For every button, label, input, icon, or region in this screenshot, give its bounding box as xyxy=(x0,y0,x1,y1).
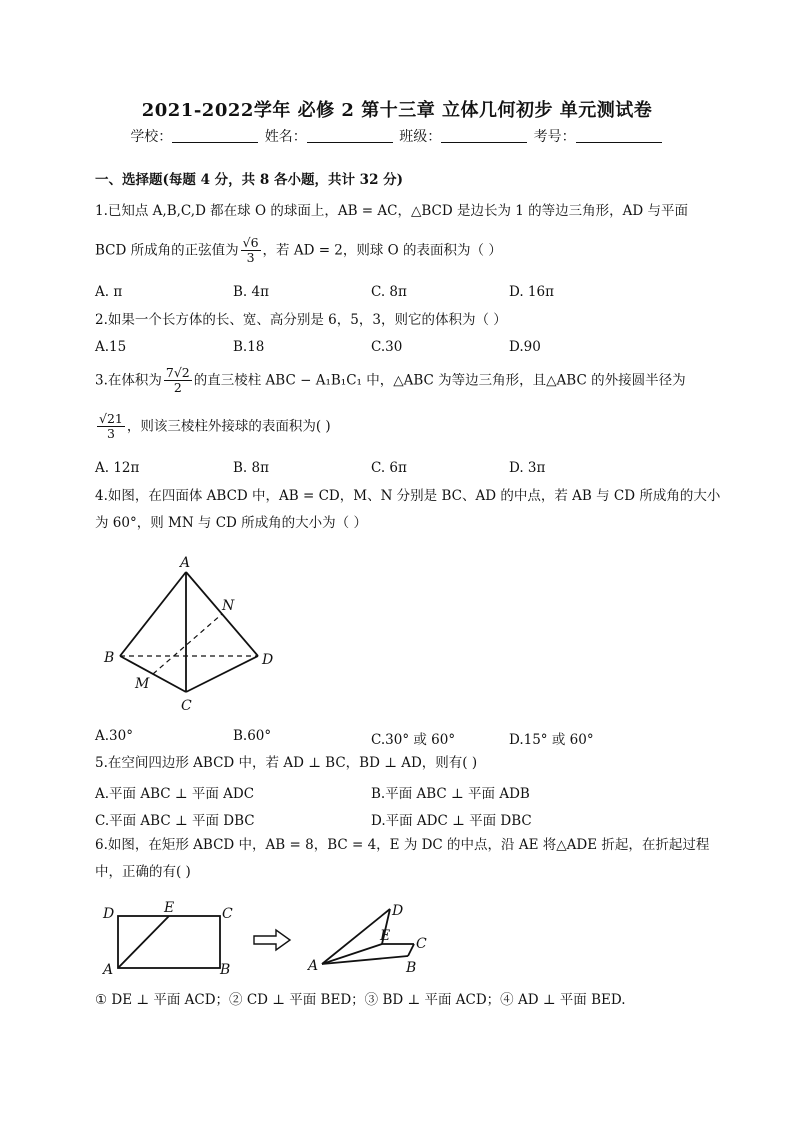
q3-line1-post: 的直三棱柱 ABC − A₁B₁C₁ 中，△ABC 为等边三角形，且△ABC 的外接圆半径为 xyxy=(193,372,686,389)
q6-statements: ① DE ⊥ 平面 ACD；② CD ⊥ 平面 BED；③ BD ⊥ 平面 ACD；④ AD ⊥ 平面 BED. xyxy=(95,992,626,1008)
fold-label-b: B xyxy=(406,960,417,976)
q3-option-d[interactable]: D. 3π xyxy=(509,460,546,476)
q5-text: 5.在空间四边形 ABCD 中，若 AD ⊥ BC，BD ⊥ AD，则有( ) xyxy=(95,755,478,771)
q1-frac-den: 3 xyxy=(246,250,255,266)
school-label: 学校： xyxy=(130,129,173,145)
rect-label-a: A xyxy=(103,962,114,978)
rect-label-e: E xyxy=(164,900,175,916)
label-d: D xyxy=(262,652,274,668)
q1-line1: 1.已知点 A,B,C,D 都在球 O 的球面上，AB = AC，△BCD 是边长为 1 的等边三角形，AD 与平面 xyxy=(95,203,689,219)
label-c: C xyxy=(181,698,192,714)
q4-option-c[interactable]: C.30° 或 60° xyxy=(371,732,456,748)
q6-line1: 6.如图，在矩形 ABCD 中，AB = 8，BC = 4，E 为 DC 的中点，沿 AE 将△ADE 折起，在折起过程 xyxy=(95,837,710,853)
q2-option-b[interactable]: B.18 xyxy=(233,339,265,355)
q1-option-b[interactable]: B. 4π xyxy=(233,284,269,300)
q4-line1: 4.如图，在四面体 ABCD 中，AB = CD，M、N 分别是 BC、AD 的中点，若 AB 与 CD 所成角的大小 xyxy=(95,488,721,504)
fold-label-a: A xyxy=(308,958,319,974)
q4-tetrahedron-figure xyxy=(98,552,288,717)
class-blank[interactable] xyxy=(441,128,527,143)
q4-option-a[interactable]: A.30° xyxy=(95,728,133,744)
q1-fraction xyxy=(241,236,261,266)
class-label: 班级： xyxy=(399,129,442,145)
rectangle-abcd xyxy=(118,916,220,968)
edge-cd xyxy=(186,656,258,692)
q1-line2-pre: BCD 所成角的正弦值为 xyxy=(95,242,239,259)
exam-no-blank[interactable] xyxy=(576,128,662,143)
exam-no-label: 考号： xyxy=(533,129,576,145)
q3-frac-den: 2 xyxy=(173,380,182,396)
page-title: 2021-2022学年 必修 2 第十三章 立体几何初步 单元测试卷 xyxy=(141,100,653,121)
folded-bc xyxy=(408,944,414,956)
q5-option-a[interactable]: A.平面 ABC ⊥ 平面 ADC xyxy=(95,786,255,802)
q1-line2-post: ，若 AD = 2，则球 O 的表面积为（ ） xyxy=(262,242,502,259)
q1-option-c[interactable]: C. 8π xyxy=(371,284,407,300)
school-blank[interactable] xyxy=(172,128,258,143)
q4-line2: 为 60°，则 MN 与 CD 所成角的大小为（ ） xyxy=(95,515,367,531)
fold-arrow-icon xyxy=(254,930,290,950)
q6-line2: 中，正确的有( ) xyxy=(95,864,191,880)
segment-ae xyxy=(118,916,169,968)
label-b: B xyxy=(104,650,115,666)
q1-frac-num: √6 xyxy=(242,235,259,250)
fold-label-c: C xyxy=(416,936,427,952)
q5-option-c[interactable]: C.平面 ABC ⊥ 平面 DBC xyxy=(95,813,255,829)
student-info-row xyxy=(0,126,794,146)
section-heading: 一、选择题(每题 4 分，共 8 各小题，共计 32 分) xyxy=(95,172,404,188)
q1-line2 xyxy=(95,236,502,266)
fold-label-e: E xyxy=(380,928,391,944)
q3-frac2-den: 3 xyxy=(106,426,115,442)
q3-fraction-2 xyxy=(97,412,125,442)
name-blank[interactable] xyxy=(307,128,393,143)
rect-label-c: C xyxy=(222,906,233,922)
q2-option-a[interactable]: A.15 xyxy=(95,339,127,355)
q3-line2-post: ，则该三棱柱外接球的表面积为( ) xyxy=(126,418,331,435)
rect-label-b: B xyxy=(220,962,231,978)
q3-option-b[interactable]: B. 8π xyxy=(233,460,269,476)
q3-line2 xyxy=(95,412,331,442)
q3-line1-pre: 3.在体积为 xyxy=(95,372,162,389)
q3-frac-num: 7√2 xyxy=(165,365,190,380)
q2-option-d[interactable]: D.90 xyxy=(509,339,541,355)
name-label: 姓名： xyxy=(264,129,307,145)
q4-option-d[interactable]: D.15° 或 60° xyxy=(509,732,594,748)
q3-option-c[interactable]: C. 6π xyxy=(371,460,407,476)
q1-option-a[interactable]: A. π xyxy=(95,284,123,300)
segment-mn-hidden xyxy=(153,614,222,674)
label-n: N xyxy=(222,598,235,614)
fold-label-d: D xyxy=(392,903,404,919)
rect-label-d: D xyxy=(103,906,115,922)
q1-option-d[interactable]: D. 16π xyxy=(509,284,554,300)
q3-frac2-num: √21 xyxy=(99,411,123,426)
label-a: A xyxy=(180,555,191,571)
q4-option-b[interactable]: B.60° xyxy=(233,728,272,744)
q6-fold-figure xyxy=(98,898,438,980)
q3-option-a[interactable]: A. 12π xyxy=(95,460,140,476)
q5-option-b[interactable]: B.平面 ABC ⊥ 平面 ADB xyxy=(371,786,530,802)
edge-ab xyxy=(120,572,186,656)
q5-option-d[interactable]: D.平面 ADC ⊥ 平面 DBC xyxy=(371,813,532,829)
q3-fraction xyxy=(164,366,192,396)
label-m: M xyxy=(135,676,150,692)
q2-text: 2.如果一个长方体的长、宽、高分别是 6，5，3，则它的体积为（ ） xyxy=(95,312,507,328)
q3-line1 xyxy=(95,366,686,396)
q2-option-c[interactable]: C.30 xyxy=(371,339,403,355)
